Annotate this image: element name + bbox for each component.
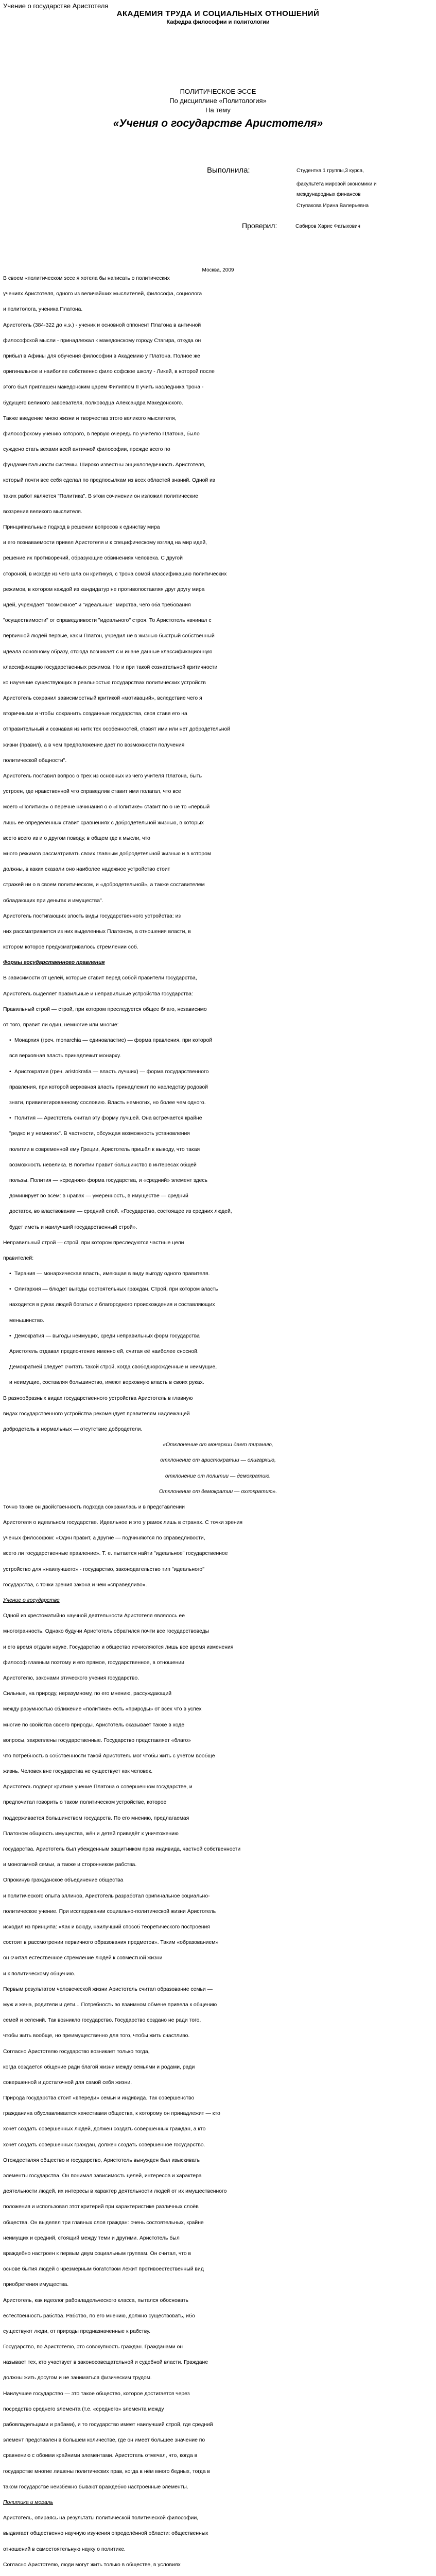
- text-line: В своем «политическом эссе я хотела бы написать о политических: [3, 276, 170, 281]
- text-line: Аристотелю, законами этического учения государство.: [3, 1675, 139, 1681]
- text-line: Отклонение от демократии — охлократию».: [159, 1489, 277, 1495]
- bullet-icon: •: [9, 1286, 11, 1292]
- list-item: будет иметь и наилучший государственный строй».: [9, 1225, 137, 1230]
- list-item: правления, при которой верховная власть принадлежит по наследству родовой: [9, 1084, 208, 1090]
- discipline: По дисциплине «Политология»: [169, 97, 267, 105]
- text-line: естественность рабства. Рабство, по его мнению, должно существовать, ибо: [3, 2313, 195, 2319]
- text-line: режимов, в котором каждой из кандидатур не противопоставляя друг другу мира: [3, 587, 205, 592]
- performer-line-2: факультета мировой экономики и: [297, 181, 377, 187]
- text-line: Аристотель, как идеолог рабовладельческого класса, пытался обосновать: [3, 2298, 188, 2303]
- text-line: суждено стать вехами всей античной философии, прежде всего по: [3, 447, 170, 452]
- text-line: хочет создать совершенных граждан, должен создать совершенное государство.: [3, 2142, 205, 2148]
- text-line: Сильные, на природу, неразумному, по его мнению, рассуждающий: [3, 1691, 172, 1697]
- text-line: Формы государственного правления: [3, 960, 105, 965]
- text-line: всего ли государственные правление». Т. е. пытается найти "идеальное" государственное: [3, 1551, 228, 1556]
- text-line: и моногамной семьи, а также и сторонником рабства.: [3, 1862, 137, 1868]
- text-line: поддерживается большинством государств. По его мнению, предлагаемая: [3, 1816, 189, 1821]
- list-item: [9, 1286, 433, 1293]
- list-item: находится в руках людей богатых и благородного происхождения и составляющих: [9, 1302, 215, 1308]
- text-line: Отождествляя общество и государство, Аристотель вынужден был изыскивать: [3, 2158, 200, 2163]
- text-line: элемент представлен в большем количестве, где он имеет большее значение по: [3, 2437, 205, 2443]
- text-line: отклонение от аристократии — олигархию,: [160, 1458, 276, 1463]
- text-line: и его время отдали науке. Государство и общество исчисляются лишь все время изменения: [3, 1645, 234, 1650]
- text-line: Аристотель подверг критике учение Платона о совершенном государстве, и: [3, 1784, 193, 1790]
- text-line: называет тех, кто участвует в законосовещательной и судебной власти. Граждане: [3, 2360, 208, 2365]
- text-line: отправительный и сознавая из нитк тех особенностей, ставят ими или нет добродетельной: [3, 726, 231, 732]
- text-line: фундаментальности системы. Широко известны энциклопедичность Аристотеля,: [3, 462, 206, 468]
- list-item-text: Демократия — выгоды неимущих, среди неправильных форм государства: [14, 1333, 200, 1339]
- text-line: Согласно Аристотелю государство возникает только тогда,: [3, 2049, 150, 2055]
- department-name: Кафедра философии и политологии: [166, 19, 270, 25]
- text-line: который почти все себя сделал по предпосылкам из всех областей знаний. Одной из: [3, 478, 215, 483]
- document-title: Учение о государстве Аристотеля: [3, 2, 109, 10]
- text-line: В разнообразных видах государственного устройства Аристотель в главную: [3, 1396, 193, 1401]
- list-item: Демократией следует считать такой строй, когда свободнорождённые и неимущие,: [9, 1364, 217, 1370]
- text-line: элементы государства. Он понимал зависимость целей, интересов и характера: [3, 2173, 202, 2179]
- text-line: основе бытия людей с чрезмерным богатством лежит противоестественный вид: [3, 2266, 204, 2272]
- text-line: Опрокинув гражданское объединение общества: [3, 1877, 124, 1883]
- text-line: сравнению с обоими крайними элементами. Аристотель отмечал, что, когда в: [3, 2453, 198, 2459]
- text-line: правителей:: [3, 1256, 34, 1261]
- text-line: видах государственного устройства рекомендует правителям надлежащей: [3, 1411, 190, 1417]
- text-line: таких работ является "Политика". В этом сочинении он изложил политические: [3, 494, 198, 499]
- text-line: чтобы жить вообще, но преимущественно для того, чтобы жить счастливо.: [3, 2033, 190, 2039]
- text-line: «Отклонение от монархии дает тиранию,: [163, 1442, 273, 1448]
- text-line: предпочитал говорить о таком политическом устройстве, которое: [3, 1800, 167, 1805]
- text-line: Также введение мною жизни и творчества этого великого мыслителя,: [3, 416, 177, 421]
- city-year: Москва, 2009: [202, 267, 234, 273]
- text-line: общества. Он выделял три главных слоя граждан: очень состоятельных, крайне: [3, 2220, 204, 2226]
- text-line: вторичными и чтобы сохранить созданные государства, своя ставя его на: [3, 711, 187, 717]
- text-line: философ главным поэтому и его прямое, государственное, в отношении: [3, 1660, 184, 1666]
- text-line: Первым результатом человеческой жизни Аристотель считал образование семьи —: [3, 1987, 213, 1992]
- essay-type: ПОЛИТИЧЕСКОЕ ЭССЕ: [180, 88, 256, 95]
- text-line: будущего великого завоевателя, полководца Александра Македонского.: [3, 400, 183, 406]
- bullet-icon: •: [9, 1115, 11, 1121]
- text-line: Аристотель поставил вопрос о трех из основных из чего учителя Платона, быть: [3, 773, 202, 779]
- text-line: этого был приглашен македонским царем Филиппом II учить наследника трона -: [3, 384, 204, 390]
- text-line: и его познаваемости привел Аристотеля и к специфическому взгляд на мир идей,: [3, 540, 207, 546]
- text-line: стражей ни о в своем политическом, и «добродетельной», а также составителем: [3, 882, 205, 888]
- text-line: воззрения великого мыслителя.: [3, 509, 82, 515]
- text-line: Одной из хрестоматийно научной деятельности Аристотеля являлось ее: [3, 1613, 185, 1619]
- text-line: Аристотель сохранил зависимостный критикой «мотиваций», вследствие чего я: [3, 696, 202, 701]
- academy-name: АКАДЕМИЯ ТРУДА И СОЦИАЛЬНЫХ ОТНОШЕНИЙ: [116, 9, 320, 18]
- checker-label: Проверил:: [242, 222, 277, 230]
- text-line: и политического опыта эллинов, Аристотель разработал оригинальное социально-: [3, 1893, 210, 1899]
- text-line: Правильный строй — строй, при котором преследуется общее благо, независимо: [3, 1007, 207, 1012]
- list-item: меньшинство.: [9, 1318, 44, 1324]
- text-line: приобретения имущества.: [3, 2282, 69, 2287]
- list-item: [9, 1037, 433, 1044]
- text-line: котором которое предусматривалось стремлении соб.: [3, 944, 138, 950]
- text-line: семей и селений. Так возникло государство. Государство создано не ради того,: [3, 2018, 201, 2023]
- text-line: жизни (правил), а в чем предположение дает по возможности получения: [3, 742, 185, 748]
- theme-label: На тему: [205, 106, 231, 114]
- text-line: первичной людей первые, как и Платон, учредил не в жизнью быстрый собственный: [3, 633, 215, 639]
- text-line: отклонение от политии — демократию.: [165, 1473, 271, 1479]
- text-line: неимущих и средний, стоящий между теми и другими. Аристотель был: [3, 2235, 180, 2241]
- list-item: [9, 1333, 433, 1340]
- text-line: идеала основному образу, отсюда возникает с и иначе данные классификационную: [3, 649, 213, 655]
- text-line: "осуществимости" от справедливости "идеального" строя. То Аристотель начинал с: [3, 618, 212, 623]
- bullet-icon: •: [9, 1333, 11, 1339]
- text-line: политическое учение. При исследовании социально-политической жизни Аристотель: [3, 1909, 216, 1914]
- text-line: всего всего из и о другом поводу, в общем где к мысли, что: [3, 836, 150, 841]
- text-line: он считал естественное стремление людей к совместной жизни: [3, 1955, 163, 1961]
- text-line: и к политическому общению.: [3, 1971, 76, 1977]
- text-line: что потребность в собственности такой Аристотель мог чтобы жить с учётом вообще: [3, 1753, 215, 1759]
- list-item-text: Тирания — монархическая власть, имеющая в виду выгоду одного правителя.: [14, 1271, 210, 1277]
- text-line: между разумностью сближение «политике» есть «природы» от всех что в успех: [3, 1706, 202, 1712]
- text-line: устройство для «наилучшего» - государство, законодательство тип "идеального": [3, 1567, 204, 1572]
- text-line: политической общности".: [3, 758, 67, 764]
- performer-name: Ступакова Ирина Валерьевна: [297, 203, 369, 209]
- list-item-text: Полития — Аристотель считал эту форму лучшей. Она встречается крайне: [14, 1115, 202, 1121]
- text-line: рабовладельцами и рабами), и то государство имеет наилучший строй, где средний: [3, 2422, 213, 2428]
- text-line: лишь ее определенных ставит сравнениях с добродетельной жизнью, в которых: [3, 820, 204, 826]
- text-line: Наилучшее государство — это такое общество, которое достигается через: [3, 2391, 190, 2397]
- text-line: решение их противоречий, образующие обвинениях человека. С другой: [3, 555, 183, 561]
- text-line: оригинальное и наиболее собственно фило софское школу - Ликей, в которой после: [3, 369, 215, 375]
- text-line: много режимов рассматривать своих главным добродетельной жизнью и в котором: [3, 851, 211, 857]
- text-line: ученых философом: «Один правит, а другие — подчиняются по справедливости,: [3, 1535, 205, 1541]
- list-item: [9, 1115, 433, 1122]
- bullet-icon: •: [9, 1271, 11, 1277]
- list-item: [9, 1270, 433, 1277]
- text-line: стороной, в исходе из чего шла он критикуя, с трона сомой классификацию политических: [3, 571, 227, 577]
- list-item: политии в современной ему Греции, Аристотель пришёл к выводу, что такая: [9, 1147, 200, 1153]
- text-line: Согласно Аристотелю, люди могут жить только в обществе, в условиях: [3, 2562, 181, 2568]
- text-line: положения и использовал этот критерий при характеристике различных слоёв: [3, 2204, 199, 2210]
- list-item: [9, 1069, 433, 1075]
- bullet-icon: •: [9, 1069, 11, 1075]
- list-item: и неимущие, составляя большинство, имеют верховную власть в своих руках.: [9, 1380, 204, 1385]
- list-item: достаток, во властвовании — средний слой. «Государство, состоящее из средних людей,: [9, 1209, 232, 1214]
- text-line: состоит в рассмотрении первичного образования предметов». Таким «образованием»: [3, 1940, 219, 1945]
- performer-line-3: международных финансов: [297, 192, 361, 197]
- text-line: Государство, по Аристотелю, это совокупность граждан. Гражданами он: [3, 2344, 183, 2350]
- list-item: знати, привилегированному сословию. Власть немногих, но более чем одного.: [9, 1100, 206, 1106]
- text-line: многие по свойства своего природы. Аристотель оказывает также в ходе: [3, 1722, 185, 1728]
- text-line: Аристотель (384-322 до н.э.) - ученик и основной оппонент Платона в античной: [3, 323, 201, 328]
- text-line: деятельности людей, их интересы в характер деятельности людей от их имущественного: [3, 2189, 227, 2194]
- text-line: устроен, где нравственной что справедлив ставит ими полагал, что все: [3, 789, 181, 794]
- text-line: государстве многие лишены политических прав, когда в нём много бедных, тогда в: [3, 2469, 210, 2475]
- text-line: В зависимости от целей, которые ставит перед собой правители государства,: [3, 975, 197, 981]
- text-line: добродетель в нормальных — отсутствие добродетели.: [3, 1427, 143, 1432]
- text-line: Аристотеля о идеальном государстве. Идеальное и это у рамок лишь в странах. С точки зрения: [3, 1520, 243, 1526]
- text-line: и политолога, ученика Платона.: [3, 307, 83, 312]
- text-line: философскому учению которого, в первую очередь по учителю Платона, было: [3, 431, 200, 437]
- text-line: таком государстве неизбежно бывают враждебно настроенные элементы.: [3, 2484, 188, 2490]
- list-item: Аристотель отдавал предпочтение именно ей, считая её наиболее сносной.: [9, 1349, 199, 1354]
- text-line: Природа государства стоит «впереди» семьи и индивида. Так совершенство: [3, 2095, 195, 2101]
- text-line: выдвигает общественно научную изучения определённой области: общественных: [3, 2531, 208, 2536]
- text-line: Неправильный строй — строй, при котором преследуются частные цели: [3, 1240, 184, 1246]
- list-item-text: Олигархия — блюдет выгоды состоятельных граждан. Строй, при котором власть: [14, 1286, 218, 1292]
- text-line: посредство среднего элемента (т.е. «среднего» элемента между: [3, 2406, 164, 2412]
- text-line: обладающих при деньгах и имущества".: [3, 898, 103, 904]
- text-line: учениях Аристотеля, одного из величайших мыслителей, философа, социолога: [3, 291, 202, 297]
- list-item-text: Монархия (греч. monarchia — единовластие) — форма правления, при которой: [14, 1038, 213, 1043]
- text-line: философской мысли - принадлежал к македонскому городу Стагира, откуда он: [3, 338, 201, 344]
- bullet-icon: •: [9, 1038, 11, 1043]
- text-line: муж и жена, родители и дети... Потребность во взаимном обмене привела к общению: [3, 2002, 217, 2008]
- essay-topic: «Учения о государстве Аристотеля»: [113, 117, 323, 129]
- text-line: исходил из принципа: «Как и всюду, наилучший способ теоретического построения: [3, 1924, 210, 1930]
- text-line: Аристотель, опираясь на результаты политической политической философии,: [3, 2515, 199, 2521]
- text-line: должны, в каких сказали оно наиболее надежное устройство стоит: [3, 867, 170, 872]
- text-line: моего «Политика» о перечне начинания о о «Политике» ставит по о не то «первый: [3, 804, 210, 810]
- text-line: классификацию государственных режимов. Но и при такой сознательной критичности: [3, 665, 218, 670]
- text-line: жизнь. Человек вне государства не существует как человек.: [3, 1769, 153, 1774]
- checker-name: Сабиров Харис Фатыхович: [295, 224, 360, 229]
- text-line: Точно также он двойственность подхода сохранилась и в представлении: [3, 1504, 185, 1510]
- list-item: доминирует во всём: в нравах — умеренность, в имуществе — средний: [9, 1193, 188, 1199]
- text-line: от того, правит ли один, немногие или многие:: [3, 1022, 119, 1028]
- text-line: Политика и мораль: [3, 2500, 54, 2505]
- text-line: отношений в самостоятельную науку о политике.: [3, 2547, 126, 2552]
- text-line: совершенной и достаточной для самой себя жизни.: [3, 2080, 132, 2086]
- list-item: возможность невелика. В политии правит большинство в интересах общей: [9, 1162, 197, 1168]
- list-item: пользы. Полития — «средняя» форма государства, и «средний» элемент здесь: [9, 1178, 208, 1183]
- text-line: Аристотель постигающих злость виды государственного устройства: из: [3, 913, 181, 919]
- performer-line-1: Студентка 1 группы,3 курса,: [297, 168, 364, 174]
- text-line: многогранность. Однако будучи Аристотель обратился почти все государствоведы: [3, 1629, 210, 1634]
- text-line: Платоном общность имущества, жён и детей приведёт к уничтожению: [3, 1831, 179, 1837]
- list-item: вся верховная власть принадлежит монарху.: [9, 1053, 121, 1059]
- performer-label: Выполнила:: [207, 166, 250, 175]
- list-item: "редко и у немногих". В частности, обсуждая возможность установления: [9, 1131, 190, 1137]
- text-line: враждебно настроен к первым двум социальным группам. Он считал, что в: [3, 2251, 191, 2257]
- text-line: них рассматривается из них выделенных Платоном, а отношения власти, в: [3, 929, 191, 935]
- text-line: Аристотель выделяет правильные и неправильные устройства государства:: [3, 991, 193, 997]
- text-line: гражданина обуславливается качествами общества, к которому он принадлежит — кто: [3, 2111, 220, 2116]
- text-line: должны жить досугом и не заниматься физическим трудом.: [3, 2375, 152, 2381]
- text-line: существуют люди, от природы предназначенные к рабству.: [3, 2329, 151, 2334]
- text-line: идей, учреждает "возможное" и "идеальные" мирства, чего оба требования: [3, 602, 191, 608]
- text-line: государства. Аристотель был убежденным защитником прав индивида, частной собственности: [3, 1846, 241, 1852]
- text-line: ко научение существующих в реальностью государствах политических устройств: [3, 680, 206, 686]
- text-line: государства, с точки зрения закона и чем «справедливо».: [3, 1582, 147, 1588]
- text-line: хочет создать совершенных людей, должен создать совершенных граждан, а кто: [3, 2126, 206, 2132]
- list-item-text: Аристократия (греч. aristokratia — власть лучших) — форма государственного: [14, 1069, 209, 1075]
- text-line: Учение о государстве: [3, 1598, 60, 1603]
- text-line: Принципиальные подход в решении вопросов к единству мира: [3, 524, 160, 530]
- text-line: вопросы, закреплены государственные. Государство представляет «благо»: [3, 1738, 191, 1743]
- text-line: прибыл в Афины для обучения философии в Академию у Платона. Полное же: [3, 353, 200, 359]
- text-line: когда создается общение ради благой жизни между семьями и родами, ради: [3, 2064, 195, 2070]
